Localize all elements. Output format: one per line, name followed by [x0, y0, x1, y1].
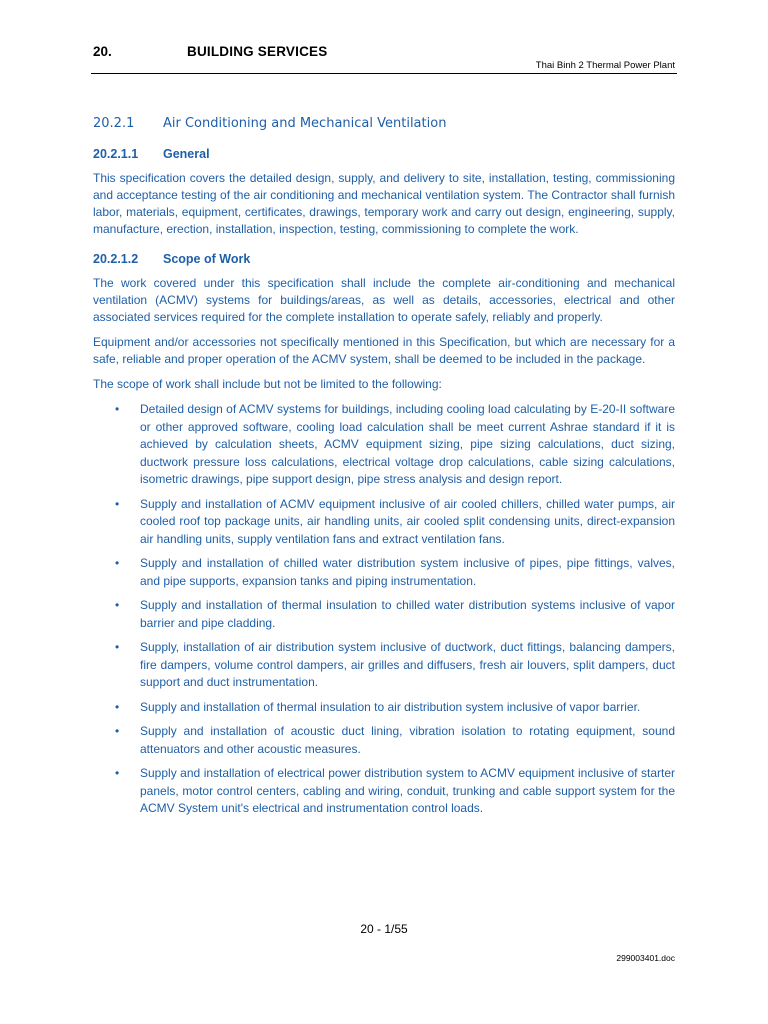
scope-list-item: [93, 401, 675, 489]
bullet-icon: •: [115, 598, 120, 612]
general-title: General: [163, 147, 210, 161]
scope-list-item: [93, 597, 675, 632]
header-section-number: 20.: [93, 44, 112, 59]
scope-paragraph: The scope of work shall include but not be limited to the following:: [93, 377, 442, 391]
scope-list-item-text: Supply and installation of thermal insulation to air distribution system inclusive of vapor barrier.: [140, 699, 641, 714]
scope-heading: [93, 252, 675, 266]
section-number: 20.2.1: [93, 116, 135, 131]
bullet-icon: •: [115, 556, 120, 570]
header-divider: [91, 73, 677, 74]
bullet-icon: •: [115, 496, 120, 511]
scope-list-item: [93, 765, 675, 818]
scope-paragraph: Equipment and/or accessories not specifically mentioned in this Specification, but which are necessary for a safe, reliable and proper operation of the ACMV system, shall be deemed to be included in the package.: [93, 335, 675, 366]
section-title: Air Conditioning and Mechanical Ventilation: [163, 116, 447, 131]
general-number: 20.2.1.1: [93, 147, 139, 161]
document-body: [93, 116, 675, 825]
scope-list-item-text: Supply and installation of electrical power distribution system to ACMV equipment inclusive of starter panels, motor control centers, cabling and wiring, conduit, trunking and cable support system for the ACMV System unit's electrical and instrumentation control loads.: [140, 766, 675, 815]
bullet-icon: •: [115, 402, 120, 416]
scope-list: [93, 401, 675, 818]
header-project-name: Thai Binh 2 Thermal Power Plant: [535, 60, 675, 71]
document-filename: 299003401.doc: [616, 953, 675, 963]
scope-paragraph: The work covered under this specification shall include the complete air-conditioning and mechanical ventilation (ACMV) systems for buildings/areas, as well as details, accessories, electrical and other associated services required for the complete installation to operate safely, reliably and properly.: [93, 276, 675, 324]
general-paragraph: This specification covers the detailed design, supply, and delivery to site, installation, testing, commissioning and acceptance testing of the air conditioning and mechanical ventilation system. The Contractor shall furnish labor, materials, equipment, certificates, drawings, temporary work and carry out design, engineering, supply, manufacture, erection, installation, inspection, testing, commissioning to complete the work.: [93, 171, 675, 236]
scope-list-item: [93, 639, 675, 692]
section-heading: [93, 116, 675, 131]
bullet-icon: •: [115, 640, 120, 654]
bullet-icon: •: [115, 766, 120, 780]
general-heading: [93, 147, 675, 161]
bullet-icon: •: [115, 699, 120, 714]
scope-list-item-text: Supply and installation of thermal insulation to chilled water distribution systems inclusive of vapor barrier and pipe cladding.: [140, 598, 675, 630]
scope-list-item: [93, 496, 675, 549]
scope-list-item-text: Supply and installation of ACMV equipment inclusive of air cooled chillers, chilled water pumps, air cooled roof top package units, air handling units, air cooled split condensing units, direct-expansion air handling units, supply ventilation fans and extract ventilation fans.: [140, 496, 675, 546]
scope-list-item-text: Supply, installation of air distribution system inclusive of ductwork, duct fittings, balancing dampers, fire dampers, volume control dampers, air grilles and diffusers, fresh air louvers, split dampers, duct support and duct instrumentation.: [140, 640, 675, 689]
scope-list-item: [93, 699, 675, 717]
scope-number: 20.2.1.2: [93, 252, 139, 266]
header-section-title: BUILDING SERVICES: [187, 44, 328, 59]
scope-list-item: [93, 555, 675, 590]
bullet-icon: •: [115, 724, 120, 738]
page-number: 20 - 1/55: [360, 922, 408, 936]
scope-list-item-text: Supply and installation of acoustic duct lining, vibration isolation to rotating equipment, sound attenuators and other acoustic measures.: [140, 724, 675, 756]
scope-list-item-text: Detailed design of ACMV systems for buildings, including cooling load calculating by E-20-II software or other approved software, cooling load calculation shall be meet current Ashrae standard if it is achieved by calculation sheets, ACMV equipment sizing, pipe sizing calculations, duct sizing, ductwork pressure loss calculations, electrical voltage drop calculations, cable sizing calculations, isometric drawings, pipe support design, pipe stress analysis and design report.: [140, 402, 675, 486]
scope-list-item: [93, 723, 675, 758]
scope-title: Scope of Work: [163, 252, 251, 266]
scope-list-item-text: Supply and installation of chilled water distribution system inclusive of pipes, pipe fittings, valves, and pipe supports, expansion tanks and piping instrumentation.: [140, 556, 675, 588]
